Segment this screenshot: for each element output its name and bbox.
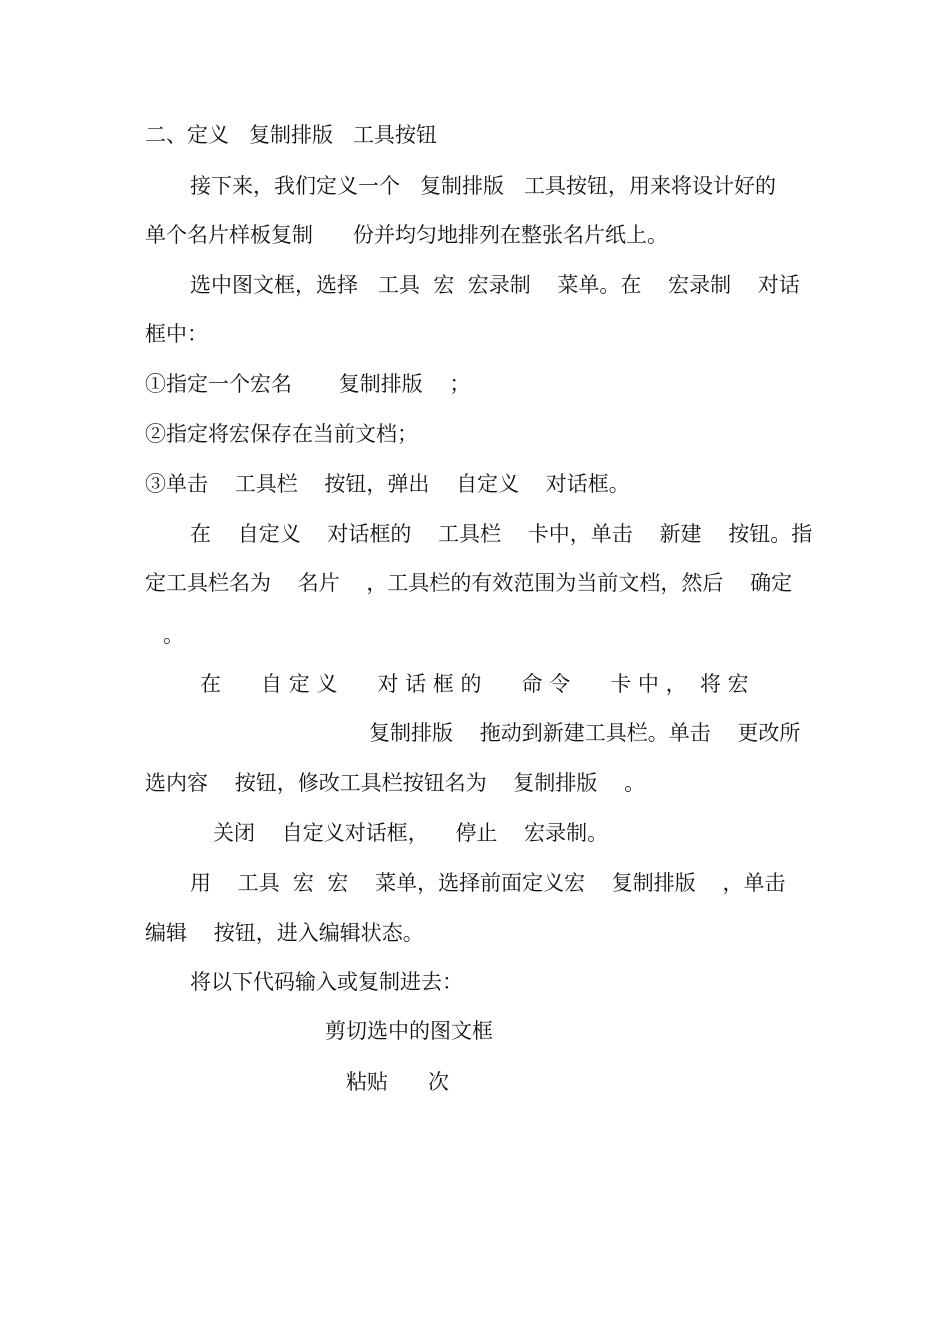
- paragraph-line: 在 自 定 义 对 话 框 的 命 令 卡 中 ， 将 宏: [200, 672, 749, 696]
- paragraph-line: 框中：: [145, 322, 208, 346]
- paragraph-line: 编辑 按钮，进入编辑状态。: [145, 921, 424, 945]
- paragraph-line: 用 工具 宏 宏 菜单，选择前面定义宏 复制排版 ，单击: [190, 871, 786, 895]
- code-line: 剪切选中的图文框: [325, 1019, 493, 1043]
- code-line: 粘贴 次: [346, 1070, 450, 1094]
- paragraph-line: 关闭 自定义对话框， 停止 宏录制。: [213, 821, 609, 845]
- paragraph-line: 定工具栏名为 名片 ，工具栏的有效范围为当前文档，然后 确定: [145, 571, 793, 595]
- paragraph-line: 将以下代码输入或复制进去：: [190, 970, 463, 994]
- paragraph-line: 复制排版 拖动到新建工具栏。单击 更改所: [369, 721, 801, 745]
- step-item: ③单击 工具栏 按钮，弹出 自定义 对话框。: [145, 472, 630, 496]
- paragraph-line: 单个名片样板复制 份并均匀地排列在整张名片纸上。: [145, 223, 669, 247]
- paragraph-line: 选中图文框，选择 工具 宏 宏录制 菜单。在 宏录制 对话: [190, 273, 800, 297]
- paragraph-line: 在 自定义 对话框的 工具栏 卡中，单击 新建 按钮。指: [190, 522, 813, 546]
- paragraph-line: 选内容 按钮，修改工具栏按钮名为 复制排版 。: [145, 771, 646, 795]
- step-item: ②指定将宏保存在当前文档；: [145, 422, 418, 446]
- section-heading: 二、定义 复制排版 工具按钮: [145, 123, 438, 147]
- paragraph-line: 。: [163, 623, 184, 647]
- step-item: ①指定一个宏名 复制排版 ；: [145, 372, 471, 396]
- paragraph-line: 接下来，我们定义一个 复制排版 工具按钮，用来将设计好的: [190, 174, 777, 198]
